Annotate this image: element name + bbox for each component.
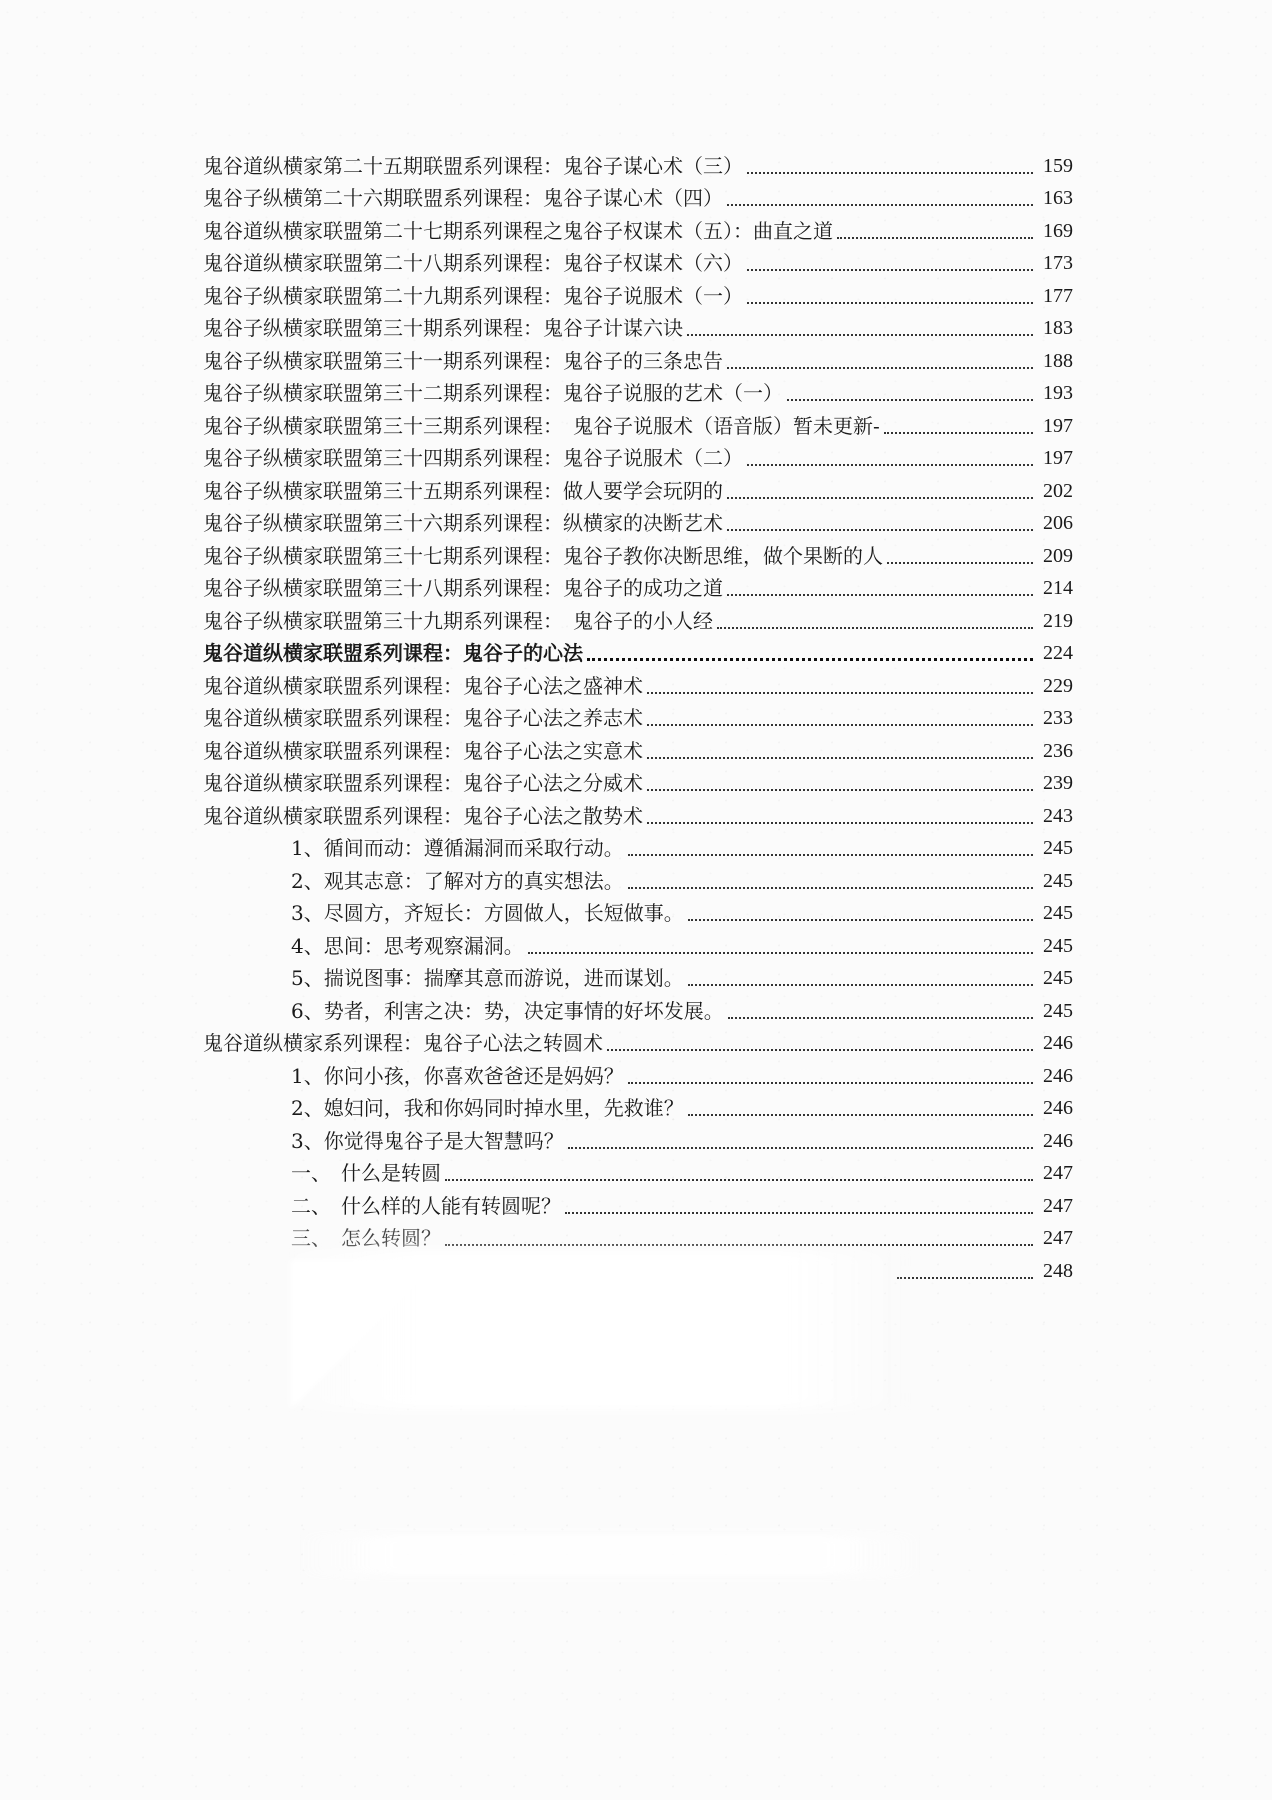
toc-entry-page: 209 — [1043, 544, 1073, 567]
toc-entry-page: 163 — [1043, 187, 1073, 209]
toc-entry — [203, 1153, 1073, 1186]
toc-entry-title: 鬼谷道纵横家联盟系列课程：鬼谷子心法之分威术 — [203, 771, 643, 795]
toc-entry-title: 鬼谷子纵横家联盟第三十九期系列课程： 鬼谷子的小人经 — [203, 608, 713, 633]
toc-dot-leader — [887, 560, 1033, 564]
toc-entry-page: 193 — [1043, 382, 1073, 404]
toc-dot-leader — [628, 852, 1033, 856]
toc-entry-title: 鬼谷子纵横家联盟第三十二期系列课程：鬼谷子说服的艺术（一） — [203, 381, 783, 405]
toc-entry — [203, 1023, 1073, 1056]
toc-dot-leader — [647, 820, 1033, 824]
toc-entry — [203, 600, 1073, 633]
toc-entry-title: 鬼谷子纵横家联盟第三十三期系列课程： 鬼谷子说服术（语音版）暂未更新- — [203, 413, 880, 438]
toc-dot-leader — [884, 430, 1033, 434]
toc-entry-page: 197 — [1043, 447, 1073, 469]
toc-entry — [203, 178, 1073, 211]
toc-entry-title: 鬼谷道纵横家联盟系列课程：鬼谷子心法之盛神术 — [203, 673, 643, 698]
toc-dot-leader — [688, 1112, 1033, 1116]
toc-entry — [203, 243, 1073, 276]
toc-entry-title: 1、循间而动：遵循漏洞而采取行动。 — [291, 836, 624, 860]
toc-dot-leader — [607, 1047, 1033, 1051]
toc-dot-leader — [727, 527, 1033, 531]
toc-entry-page: 236 — [1043, 739, 1073, 762]
scan-glare-lower — [300, 1535, 920, 1575]
toc-entry — [203, 275, 1073, 308]
toc-entry — [203, 1218, 1073, 1251]
toc-entry-page: 247 — [1043, 1194, 1073, 1217]
toc-entry — [203, 990, 1073, 1023]
toc-entry — [203, 763, 1073, 796]
toc-entry-title: 鬼谷道纵横家第二十五期联盟系列课程：鬼谷子谋心术（三） — [203, 153, 743, 178]
toc-entry-page: 206 — [1043, 512, 1073, 534]
toc-entry — [203, 535, 1073, 568]
toc-dot-leader — [688, 982, 1033, 986]
toc-entry-title: 鬼谷道纵横家联盟系列课程：鬼谷子心法之养志术 — [203, 706, 643, 730]
toc-entry-page: 183 — [1043, 317, 1073, 339]
scan-glare-corner — [290, 1260, 440, 1410]
toc-entry-title: 鬼谷道纵横家联盟系列课程：鬼谷子心法之散势术 — [203, 803, 643, 828]
toc-entry-title: 二、 什么样的人能有转圆呢？ — [291, 1193, 561, 1218]
toc-entry-title: 5、揣说图事：揣摩其意而游说，进而谋划。 — [291, 966, 684, 990]
toc-entry-page: 243 — [1043, 804, 1073, 827]
toc-dot-leader — [837, 235, 1033, 239]
toc-entry-page: 248 — [1043, 1259, 1073, 1282]
toc-entry — [203, 340, 1073, 373]
toc-entry — [203, 210, 1073, 243]
toc-entry-title: 鬼谷道纵横家联盟系列课程：鬼谷子的心法 — [203, 641, 583, 665]
toc-entry — [203, 1120, 1073, 1153]
toc-entry-page: 202 — [1043, 479, 1073, 502]
toc-entry-page: 245 — [1043, 934, 1073, 957]
toc-entry — [203, 633, 1073, 666]
toc-dot-leader — [727, 495, 1033, 499]
toc-entry-page: 159 — [1043, 154, 1073, 177]
toc-entry — [203, 665, 1073, 698]
toc-entry-title: 鬼谷子纵横家联盟第二十九期系列课程：鬼谷子说服术（一） — [203, 283, 743, 308]
toc-entry-page: 245 — [1043, 967, 1073, 989]
toc-entry-page: 233 — [1043, 707, 1073, 729]
toc-entry-page: 245 — [1043, 837, 1073, 859]
toc-dot-leader — [628, 885, 1033, 889]
toc-entry-title: 鬼谷道纵横家联盟系列课程：鬼谷子心法之实意术 — [203, 738, 643, 763]
toc-entry-title: 鬼谷子纵横家联盟第三十六期系列课程：纵横家的决断艺术 — [203, 511, 723, 535]
toc-entry-title: 3、你觉得鬼谷子是大智慧吗？ — [291, 1128, 564, 1153]
toc-entry-page: 224 — [1043, 642, 1073, 664]
toc-entry-page: 246 — [1043, 1097, 1073, 1119]
toc-dot-leader — [647, 690, 1033, 694]
toc-dot-leader — [647, 755, 1033, 759]
toc-entry — [203, 145, 1073, 178]
toc-dot-leader — [728, 1015, 1033, 1019]
toc-entry-title: 鬼谷道纵横家系列课程：鬼谷子心法之转圆术 — [203, 1031, 603, 1055]
toc-entry-title: 鬼谷子纵横家联盟第三十八期系列课程：鬼谷子的成功之道 — [203, 576, 723, 600]
toc-entry-page: 246 — [1043, 1032, 1073, 1054]
toc-dot-leader — [445, 1242, 1033, 1246]
toc-dot-leader — [647, 787, 1033, 791]
toc-dot-leader — [747, 170, 1033, 174]
toc-entry-page: 247 — [1043, 1227, 1073, 1249]
toc-dot-leader — [687, 332, 1033, 336]
toc-dot-leader — [565, 1210, 1033, 1214]
toc-dot-leader — [528, 950, 1033, 954]
toc-entry-page: 173 — [1043, 252, 1073, 274]
toc-entry-title: 鬼谷子纵横第二十六期联盟系列课程：鬼谷子谋心术（四） — [203, 186, 723, 210]
toc-entry — [203, 1185, 1073, 1218]
toc-entry — [203, 698, 1073, 731]
toc-entry-title: 三、 怎么转圆？ — [291, 1226, 441, 1250]
toc-dot-leader — [647, 722, 1033, 726]
toc-entry-page: 229 — [1043, 674, 1073, 697]
toc-entry — [203, 503, 1073, 536]
toc-entry-title: 鬼谷子纵横家联盟第三十五期系列课程：做人要学会玩阴的 — [203, 478, 723, 503]
toc-entry — [203, 925, 1073, 958]
toc-entry-title: 鬼谷子纵横家联盟第三十一期系列课程：鬼谷子的三条忠告 — [203, 348, 723, 373]
toc-dot-leader — [727, 365, 1033, 369]
toc-entry — [203, 730, 1073, 763]
toc-entry-title: 6、势者，利害之决：势，决定事情的好坏发展。 — [291, 998, 724, 1023]
toc-entry-page: 177 — [1043, 284, 1073, 307]
toc-entry — [203, 405, 1073, 438]
toc-entry-page: 169 — [1043, 219, 1073, 242]
toc-entry-title: 1、你问小孩，你喜欢爸爸还是妈妈？ — [291, 1063, 624, 1088]
toc-entry — [203, 1055, 1073, 1088]
toc-entry-page: 197 — [1043, 414, 1073, 437]
toc-dot-leader — [727, 592, 1033, 596]
toc-dot-leader — [587, 656, 1033, 661]
toc-entry — [203, 308, 1073, 341]
toc-entry-title: 3、尽圆方，齐短长：方圆做人，长短做事。 — [291, 901, 684, 925]
toc-entry — [203, 1088, 1073, 1121]
toc-entry-page: 188 — [1043, 349, 1073, 372]
toc-entry-title: 2、观其志意：了解对方的真实想法。 — [291, 868, 624, 893]
toc-entry — [203, 795, 1073, 828]
toc-entry-title: 一、 什么是转圆 — [291, 1161, 441, 1185]
toc-dot-leader — [897, 1275, 1033, 1279]
toc-dot-leader — [628, 1080, 1033, 1084]
toc-dot-leader — [688, 917, 1033, 921]
toc-entry-title: 鬼谷道纵横家联盟第二十七期系列课程之鬼谷子权谋术（五）：曲直之道 — [203, 218, 833, 243]
toc-entry-page: 219 — [1043, 609, 1073, 632]
toc-dot-leader — [747, 300, 1033, 304]
toc-entry-page: 246 — [1043, 1129, 1073, 1152]
toc-entry — [203, 470, 1073, 503]
toc-entry-page: 239 — [1043, 772, 1073, 794]
toc-entry — [203, 828, 1073, 861]
toc-entry — [203, 438, 1073, 471]
toc-entry-page: 246 — [1043, 1064, 1073, 1087]
toc-entry-title: 鬼谷道纵横家联盟第二十八期系列课程：鬼谷子权谋术（六） — [203, 251, 743, 275]
toc-entry-page: 245 — [1043, 902, 1073, 924]
toc-entry-page: 245 — [1043, 999, 1073, 1022]
toc-entry-page: 245 — [1043, 869, 1073, 892]
toc-entry-title: 鬼谷子纵横家联盟第三十期系列课程：鬼谷子计谋六诀 — [203, 316, 683, 340]
toc-entry — [203, 860, 1073, 893]
toc-entry — [203, 568, 1073, 601]
toc-entry-title: 2、媳妇问，我和你妈同时掉水里，先救谁？ — [291, 1096, 684, 1120]
toc-entry — [203, 958, 1073, 991]
toc-dot-leader — [747, 462, 1033, 466]
toc-dot-leader — [787, 397, 1033, 401]
toc-dot-leader — [445, 1177, 1033, 1181]
toc-dot-leader — [568, 1145, 1033, 1149]
table-of-contents — [203, 145, 1073, 1283]
toc-entry-page: 214 — [1043, 577, 1073, 599]
toc-entry — [203, 373, 1073, 406]
toc-entry — [203, 893, 1073, 926]
toc-entry-title: 4、思间：思考观察漏洞。 — [291, 933, 524, 958]
toc-dot-leader — [727, 202, 1033, 206]
toc-dot-leader — [717, 625, 1033, 629]
toc-entry-title: 鬼谷子纵横家联盟第三十四期系列课程：鬼谷子说服术（二） — [203, 446, 743, 470]
toc-entry-title: 鬼谷子纵横家联盟第三十七期系列课程：鬼谷子教你决断思维，做个果断的人 — [203, 543, 883, 568]
toc-dot-leader — [747, 267, 1033, 271]
toc-entry-page: 247 — [1043, 1162, 1073, 1184]
